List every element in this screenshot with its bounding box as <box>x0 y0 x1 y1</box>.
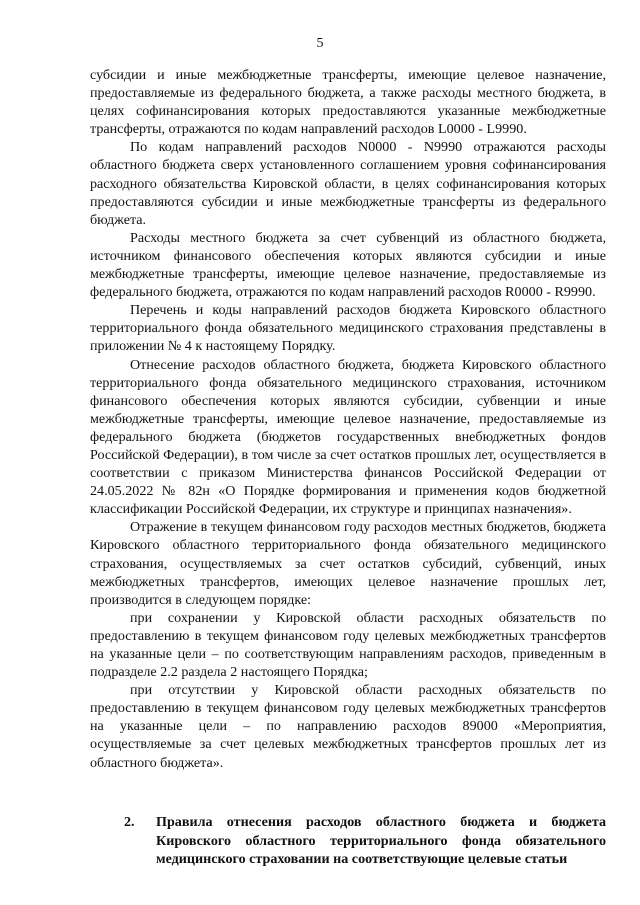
paragraph-continuation: субсидии и иные межбюджетные трансферты, имеющие целевое назначение, предоставляемые из федерального бюджета, а также расходы местного бюджета, в целях софинансирования которых предоставляются указанные межбюджетные трансферты, отражаются по кодам направлений расходов L0000 - L9990. <box>90 67 606 138</box>
paragraph-current-year: Отражение в текущем финансовом году расходов местных бюджетов, бюджета Кировского областного территориального фонда обязательного медицинского страхования, осуществляемых за счет остатков субсидий, субвенций, иных межбюджетных трансфертов, имеющих целевое назначение прошлых лет, производится в следующем порядке: <box>90 519 606 608</box>
paragraph-fund-codes: Перечень и коды направлений расходов бюджета Кировского областного территориального фонда обязательного медицинского страхования представлены в приложении № 4 к настоящему Порядку. <box>90 302 606 355</box>
paragraph-r-codes: Расходы местного бюджета за счет субвенций из областного бюджета, источником финансового обеспечения которых являются субсидии и иные межбюджетные трансферты, имеющие целевое назначение, предоставляемые из федерального бюджета, отражаются по кодам направлений расходов R0000 - R9990. <box>90 229 606 301</box>
document-body <box>90 66 606 772</box>
paragraph-obligations-kept: при сохранении у Кировской области расходных обязательств по предоставлению в текущем финансовом году целевых межбюджетных трансфертов на указанные цели – по соответствующим направлениям расходов, приведенным в подразделе 2.2 раздела 2 настоящего Порядка; <box>90 609 606 681</box>
paragraph-obligations-absent: при отсутствии у Кировской области расходных обязательств по предоставлению в текущем финансовом году целевых межбюджетных трансфертов на указанные цели – по направлению расходов 89000 «Мероприятия, осуществляемые за счет целевых межбюджетных трансфертов прошлых лет из областного бюджета». <box>90 682 606 771</box>
paragraph-attribution: Отнесение расходов областного бюджета, бюджета Кировского областного территориального фонда обязательного медицинского страхования, источником финансового обеспечения которых являются субсидии, субвенции и иные межбюджетные трансферты, имеющие целевое назначение, предоставляемые из федерального бюджета (бюджетов государственных внебюджетных фондов Российской Федерации), в том числе за счет остатков прошлых лет, осуществляется в соответствии с приказом Министерства финансов Российской Федерации от 24.05.2022 № 82н «О Порядке формирования и применения кодов бюджетной классификации Российской Федерации, их структуре и принципах назначения». <box>90 356 606 518</box>
section-title: Правила отнесения расходов областного бюджета и бюджета Кировского областного территориального фонда обязательного медицинского страховании на соответствующие целевые статьи <box>156 814 606 867</box>
section-number: 2. <box>124 814 135 830</box>
section-heading <box>124 813 606 869</box>
page-number: 5 <box>316 36 324 51</box>
paragraph-n-codes: По кодам направлений расходов N0000 - N9990 отражаются расходы областного бюджета сверх установленного соглашением уровня софинансирования расходного обязательства Кировской области, в целях софинансирования которых предоставляются субсидии и иные межбюджетные трансферты из федерального бюджета. <box>90 139 606 228</box>
